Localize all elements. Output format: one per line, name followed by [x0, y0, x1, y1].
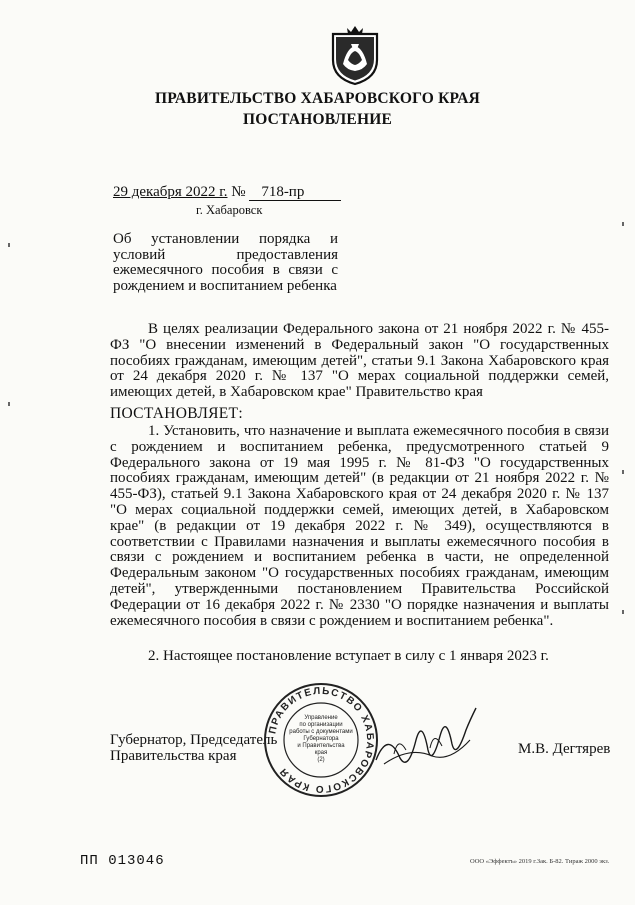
stamp-line-1: Управление — [304, 715, 338, 721]
stamp-line-2: по организации — [299, 722, 343, 728]
decree-word: ПОСТАНОВЛЯЕТ: — [110, 405, 243, 422]
scan-mark — [8, 243, 10, 247]
item-1: 1. Установить, что назначение и выплата ежемесячного пособия в связи с рождением и воспитанием ребенка, предусмотренного статьей 9 Федерального закона от 19 мая 1995 г. № 81-ФЗ "О государственных пособиях гражданам, имеющим детей" (в редакции от 21 ноября 2022 г. № 455-ФЗ), статьей 9.1 Закона Хабаровского края от 24 декабря 2020 г. № 137 "О мерах социальной поддержки семей, имеющих детей, в Хабаровском крае" (в редакции от 19 декабря 2022 г. № 349), осуществляются в соответствии с Правилами назначения и выплаты ежемесячного пособия в связи с рождением и воспитанием ребенка в части, не определенной Федеральным законом "О государственных пособиях гражданам, имеющим детей", утвержденными постановлением Правительства Российской Федерации от 16 декабря 2022 г. № 2330 "О порядке назначения и выплаты ежемесячного пособия в связи с рождением и воспитанием ребенка". — [110, 423, 609, 629]
scan-mark — [8, 402, 10, 406]
item-2: 2. Настоящее постановление вступает в силу с 1 января 2023 г. — [148, 648, 549, 664]
number-sign: № — [231, 184, 246, 200]
stamp-line-3: работы с документами — [289, 729, 353, 735]
scan-mark — [622, 470, 624, 474]
signatory-name: М.В. Дегтярев — [518, 741, 611, 757]
form-serial-number: ПП 013046 — [80, 853, 165, 869]
document-date: 29 декабря 2022 г. — [113, 184, 228, 200]
stamp-line-6: края — [314, 750, 328, 756]
preamble: В целях реализации Федерального закона от 21 ноября 2022 г. № 455-ФЗ "О внесении изменений в Федеральный закон "О государственных пособиях гражданам, имеющим детей", статьи 9.1 Закона Хабаровского края от 24 декабря 2020 г. № 137 "О мерах социальной поддержки семей, имеющих детей, в Хабаровском крае" Правительство края — [110, 321, 609, 401]
stamp-ring-text: ПРАВИТЕЛЬСТВО ХАБАРОВСКОГО КРАЯ — [267, 685, 376, 795]
signatory-title — [110, 733, 277, 764]
stamp-line-7: (2) — [317, 757, 325, 763]
official-stamp — [262, 681, 380, 799]
document-type: ПОСТАНОВЛЕНИЕ — [242, 111, 393, 128]
scan-mark — [622, 610, 624, 614]
scan-mark — [622, 222, 624, 226]
signatory-title-line-1: Губернатор, Председатель — [110, 732, 278, 748]
government-name: ПРАВИТЕЛЬСТВО ХАБАРОВСКОГО КРАЯ — [154, 90, 481, 107]
stamp-line-5: и Правительства — [297, 743, 345, 749]
signatory-title-line-2: Правительства края — [110, 747, 237, 764]
document-subject: Об установлении порядка и условий предоставления ежемесячного пособия в связи с рождением и воспитанием ребенка — [113, 231, 338, 294]
printer-imprint: ООО «Эффектъ» 2019 г.Зак. Б-82. Тираж 2000 экз. — [470, 858, 610, 865]
handwritten-signature — [370, 700, 480, 780]
stamp-line-4: Губернатора — [303, 736, 339, 742]
document-number: 718-пр — [249, 185, 341, 201]
coat-of-arms-icon — [329, 24, 381, 86]
date-number-line — [113, 184, 341, 201]
city: г. Хабаровск — [196, 203, 263, 217]
